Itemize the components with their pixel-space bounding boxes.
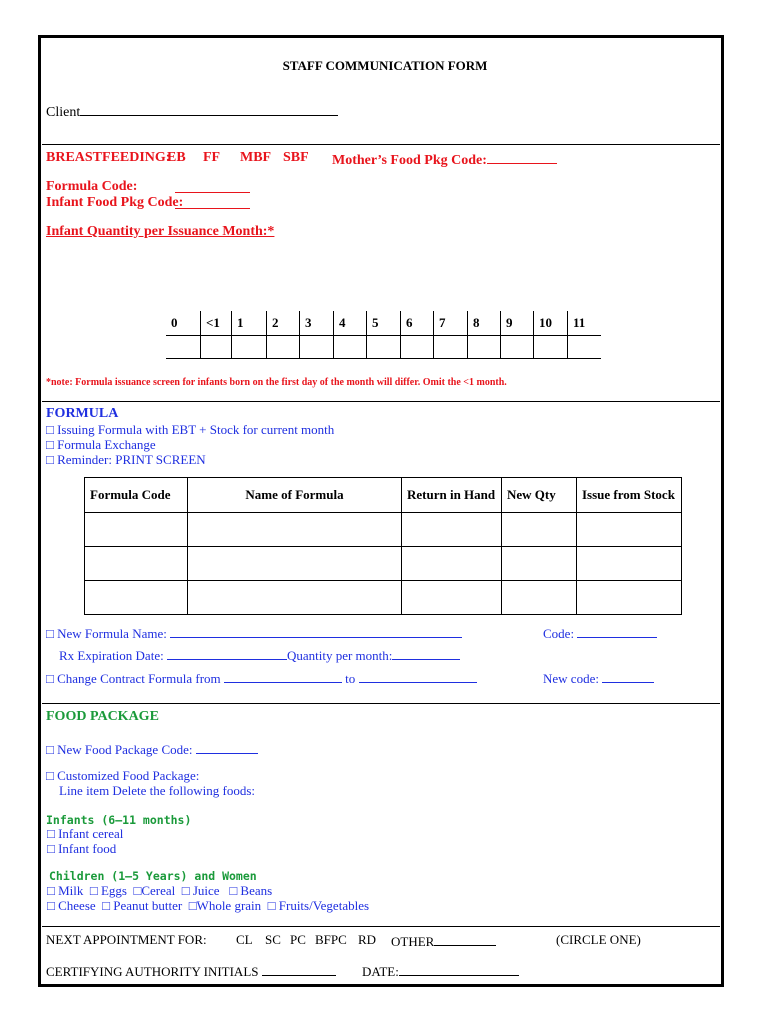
certifying-label: CERTIFYING AUTHORITY INITIALS (46, 964, 259, 979)
qty-cell[interactable] (367, 336, 401, 359)
table-cell[interactable] (188, 547, 402, 581)
mothers-pkg-line[interactable] (487, 150, 557, 164)
rx-line[interactable] (167, 646, 287, 660)
qty-cell[interactable] (468, 336, 501, 359)
table-row (85, 513, 682, 547)
new-formula-name-field[interactable] (46, 624, 462, 642)
code-field[interactable] (543, 624, 657, 642)
table-cell[interactable] (577, 547, 682, 581)
infant-pkg-line[interactable] (175, 195, 250, 214)
table-cell[interactable] (577, 513, 682, 547)
divider (42, 703, 720, 704)
check-customized-food-package[interactable]: □ Customized Food Package: (46, 768, 200, 783)
check-infant-cereal[interactable]: □ Infant cereal (47, 826, 124, 841)
months-table (166, 311, 601, 359)
month-cell: 7 (434, 311, 468, 336)
check-formula-exchange[interactable]: □ Formula Exchange (46, 437, 156, 452)
check-infant-food[interactable]: □ Infant food (47, 841, 117, 856)
month-cell: 4 (334, 311, 367, 336)
divider (42, 144, 720, 145)
qty-cell[interactable] (334, 336, 367, 359)
col-return-in-hand: Return in Hand (402, 478, 502, 513)
table-row (85, 547, 682, 581)
new-formula-name-line[interactable] (170, 624, 462, 638)
page-title: STAFF COMMUNICATION FORM (282, 58, 488, 73)
month-cell: 2 (267, 311, 300, 336)
client-line[interactable] (80, 102, 338, 116)
certifying-line[interactable] (262, 962, 336, 976)
month-cell: <1 (201, 311, 232, 336)
table-cell[interactable] (188, 581, 402, 615)
other-label: OTHER (391, 934, 435, 949)
month-cell: 5 (367, 311, 401, 336)
code-line[interactable] (577, 624, 657, 638)
table-cell[interactable] (402, 581, 502, 615)
infant-pkg-label: Infant Food Pkg Code: (46, 195, 184, 210)
change-formula-field[interactable] (46, 669, 477, 687)
food-package-heading: FOOD PACKAGE (46, 709, 159, 724)
qty-cell[interactable] (568, 336, 602, 359)
table-cell[interactable] (502, 547, 577, 581)
children-heading: Children (1–5 Years) and Women (49, 869, 257, 883)
breastfeeding-label: BREASTFEEDING: (46, 150, 171, 165)
check-print-screen[interactable]: □ Reminder: PRINT SCREEN (46, 452, 206, 467)
formula-heading: FORMULA (46, 406, 119, 421)
appt-option-bfpc[interactable]: BFPC (315, 932, 347, 947)
rx-label: Rx Expiration Date: (59, 648, 164, 663)
change-from-line[interactable] (224, 669, 342, 683)
qty-cell[interactable] (300, 336, 334, 359)
circle-one-text: (CIRCLE ONE) (556, 932, 641, 947)
divider (42, 401, 720, 402)
table-cell[interactable] (85, 547, 188, 581)
table-cell[interactable] (502, 581, 577, 615)
appt-option-pc[interactable]: PC (290, 932, 306, 947)
qty-cell[interactable] (401, 336, 434, 359)
month-cell: 9 (501, 311, 534, 336)
other-line[interactable] (434, 932, 496, 946)
bf-option-ff[interactable]: FF (203, 150, 221, 165)
client-field[interactable] (46, 102, 338, 121)
change-to-line[interactable] (359, 669, 477, 683)
table-cell[interactable] (402, 513, 502, 547)
qty-cell[interactable] (166, 336, 201, 359)
infant-qty-heading: Infant Quantity per Issuance Month:* (46, 224, 275, 239)
rx-field[interactable] (59, 646, 460, 664)
bf-option-mbf[interactable]: MBF (240, 150, 272, 165)
new-food-package-field[interactable] (46, 740, 258, 758)
table-cell[interactable] (502, 513, 577, 547)
new-code-field[interactable] (543, 669, 654, 687)
bf-option-sbf[interactable]: SBF (283, 150, 309, 165)
code-label: Code: (543, 626, 575, 641)
mothers-pkg-label: Mother’s Food Pkg Code: (332, 153, 487, 168)
table-cell[interactable] (188, 513, 402, 547)
to-label: to (345, 671, 356, 686)
formula-table (84, 477, 682, 615)
date-field[interactable] (362, 962, 519, 980)
date-label: DATE: (362, 964, 399, 979)
month-cell: 11 (568, 311, 602, 336)
month-cell: 0 (166, 311, 201, 336)
qty-cell[interactable] (232, 336, 267, 359)
infants-heading: Infants (6–11 months) (46, 813, 192, 827)
table-cell[interactable] (402, 547, 502, 581)
table-cell[interactable] (85, 581, 188, 615)
qty-cell[interactable] (534, 336, 568, 359)
next-appointment-label: NEXT APPOINTMENT FOR: (46, 932, 207, 947)
check-issuing-formula[interactable]: □ Issuing Formula with EBT + Stock for current month (46, 422, 335, 437)
month-cell: 8 (468, 311, 501, 336)
mothers-pkg-field[interactable] (332, 150, 557, 169)
qty-cell[interactable] (434, 336, 468, 359)
new-code-line[interactable] (602, 669, 654, 683)
date-line[interactable] (399, 962, 519, 976)
new-food-package-label: □ New Food Package Code: (46, 742, 193, 757)
appt-option-cl[interactable]: CL (236, 932, 253, 947)
note-text: *note: Formula issuance screen for infants born on the first day of the month will differ. Omit the <1 month. (46, 377, 507, 388)
table-cell[interactable] (85, 513, 188, 547)
qty-month-line[interactable] (392, 646, 460, 660)
line-item-text: Line item Delete the following foods: (59, 783, 256, 798)
appt-option-rd[interactable]: RD (358, 932, 377, 947)
qty-cell[interactable] (501, 336, 534, 359)
children-foods-line-2[interactable]: □ Cheese □ Peanut butter □Whole grain □ Fruits/Vegetables (47, 898, 370, 913)
client-label: Client (46, 105, 81, 120)
certifying-initials-field[interactable] (46, 962, 336, 980)
month-cell: 3 (300, 311, 334, 336)
change-formula-label: □ Change Contract Formula from (46, 671, 221, 686)
qty-cell[interactable] (267, 336, 300, 359)
appt-option-other[interactable] (391, 932, 496, 950)
col-name-of-formula: Name of Formula (188, 478, 402, 513)
appt-option-sc[interactable]: SC (265, 932, 281, 947)
col-new-qty: New Qty (502, 478, 577, 513)
month-cell: 6 (401, 311, 434, 336)
month-cell: 1 (232, 311, 267, 336)
table-row (85, 581, 682, 615)
divider (42, 926, 720, 927)
bf-option-eb[interactable]: EB (167, 150, 186, 165)
qty-cell[interactable] (201, 336, 232, 359)
new-food-package-line[interactable] (196, 740, 258, 754)
new-code-label: New code: (543, 671, 599, 686)
month-cell: 10 (534, 311, 568, 336)
table-cell[interactable] (577, 581, 682, 615)
new-formula-name-label: □ New Formula Name: (46, 626, 167, 641)
qty-month-label: Quantity per month: (286, 648, 393, 663)
formula-code-label: Formula Code: (46, 179, 138, 194)
col-issue-from-stock: Issue from Stock (577, 478, 682, 513)
col-formula-code: Formula Code (85, 478, 188, 513)
children-foods-line-1[interactable]: □ Milk □ Eggs □Cereal □ Juice □ Beans (47, 883, 273, 898)
